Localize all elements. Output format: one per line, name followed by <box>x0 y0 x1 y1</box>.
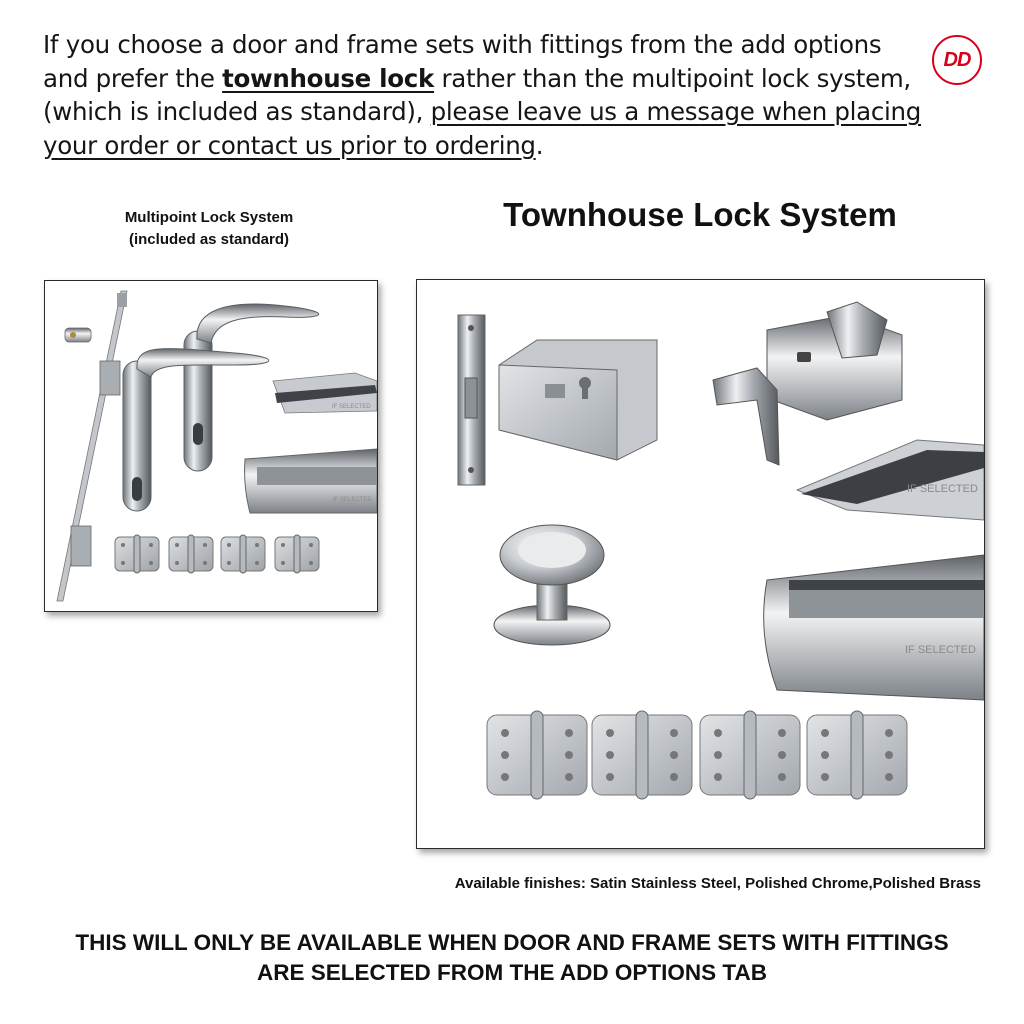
hinge-icon <box>169 535 213 573</box>
dd-logo <box>932 35 982 85</box>
townhouse-product-image <box>416 279 985 849</box>
intro-text-2: rather than the multipoint lock system, (which is included as standard), <box>43 63 911 126</box>
door-knob-icon <box>494 525 610 645</box>
hinge-icon <box>700 711 800 799</box>
hinge-icon <box>115 535 159 573</box>
hinge-icon <box>275 535 319 573</box>
availability-notice <box>20 928 1004 988</box>
multipoint-product-image <box>44 280 378 612</box>
letter-plate-icon <box>245 449 377 513</box>
hinge-icon <box>807 711 907 799</box>
contact-instruction: please leave us a message when placing your order or contact us prior to ordering <box>43 97 922 160</box>
multipoint-title <box>80 207 338 251</box>
forend-plate-icon <box>458 315 485 485</box>
nightlatch-icon <box>713 302 902 465</box>
multipoint-title-line1: Multipoint Lock System <box>124 209 294 226</box>
letter-plate-icon <box>764 555 984 700</box>
townhouse-threshold-tag: IF SELECTED <box>907 483 978 495</box>
multipoint-title-line2: (included as standard) <box>128 231 290 248</box>
intro-text-1: If you choose a door and frame sets with fittings from the add options and prefer the <box>43 30 882 93</box>
townhouse-title: Townhouse Lock System <box>503 196 897 233</box>
dd-logo-text: DD <box>943 48 971 71</box>
townhouse-lock-highlight: townhouse lock <box>222 63 435 93</box>
hinge-icon <box>487 711 587 799</box>
threshold-icon <box>797 440 984 520</box>
euro-cylinder-icon <box>65 328 91 342</box>
townhouse-letterplate-tag: IF SELECTED <box>905 644 976 656</box>
mortice-lock-icon <box>499 340 657 460</box>
hinge-icon <box>221 535 265 573</box>
hinge-icon <box>592 711 692 799</box>
multipoint-letterplate-tag: IF SELECTED <box>333 497 372 503</box>
notice-line2: ARE SELECTED FROM THE ADD OPTIONS TAB <box>256 960 767 985</box>
notice-line1: THIS WILL ONLY BE AVAILABLE WHEN DOOR AND FRAME SETS WITH FITTINGS <box>75 930 949 955</box>
multipoint-threshold-tag: IF SELECTED <box>332 404 371 410</box>
intro-end: . <box>535 130 544 160</box>
intro-paragraph <box>43 28 923 162</box>
threshold-icon <box>273 373 377 413</box>
available-finishes: Available finishes: Satin Stainless Steel, Polished Chrome,Polished Brass <box>454 875 981 892</box>
